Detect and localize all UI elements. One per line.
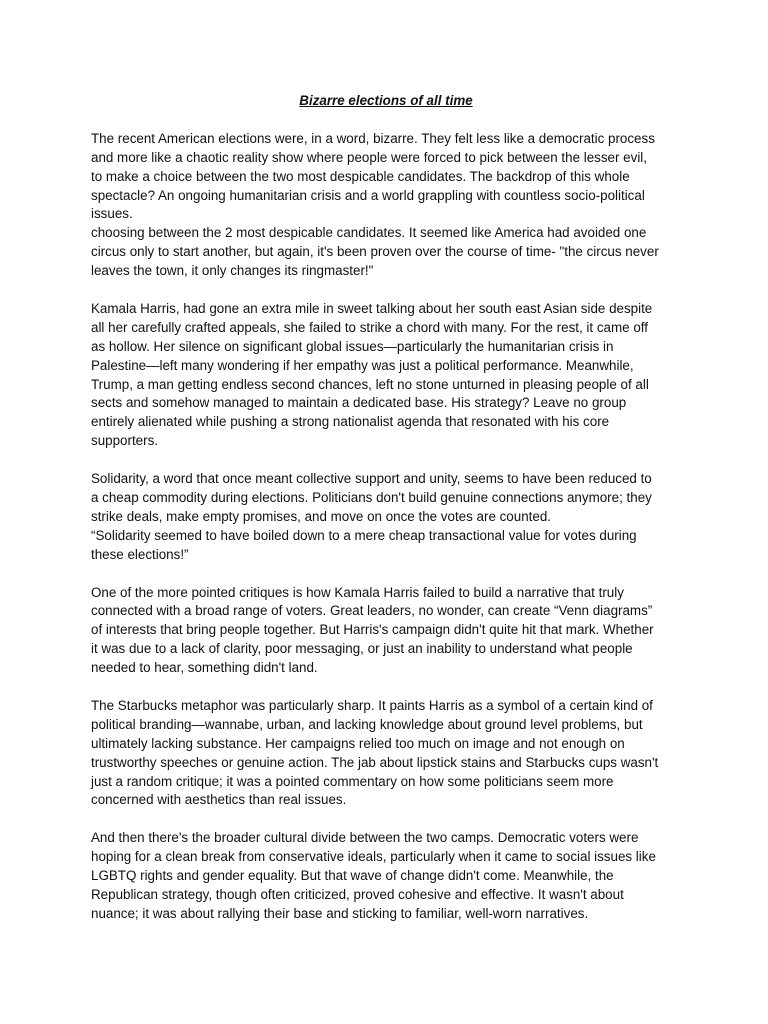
paragraph-line: “Solidarity seemed to have boiled down to a mere cheap transactional value for votes during [91, 527, 637, 543]
paragraph [91, 130, 681, 281]
paragraph-line: LGBTQ rights and gender equality. But that wave of change didn't come. Meanwhile, the [91, 868, 614, 884]
paragraph-line: choosing between the 2 most despicable candidates. It seemed like America had avoided one [91, 225, 647, 241]
paragraph [91, 697, 681, 810]
paragraph-line: supporters. [91, 433, 158, 449]
paragraph-line: of interests that bring people together. But Harris's campaign didn't quite hit that mark. Whether [91, 622, 654, 638]
paragraph-line: it was due to a lack of clarity, poor messaging, or just an inability to understand what people [91, 641, 633, 657]
paragraph [91, 829, 681, 924]
document-body [91, 92, 681, 943]
paragraph-line: issues. [91, 206, 133, 222]
paragraph-line: Kamala Harris, had gone an extra mile in sweet talking about her south east Asian side despite [91, 300, 653, 316]
paragraph [91, 470, 681, 565]
paragraph [91, 584, 681, 679]
paragraph-list [91, 130, 681, 924]
paragraph-line: And then there's the broader cultural divide between the two camps. Democratic voters were [91, 830, 639, 846]
paragraph-line: entirely alienated while pushing a strong nationalist agenda that resonated with his core [91, 414, 610, 430]
paragraph-line: sects and somehow managed to maintain a dedicated base. His strategy? Leave no group [91, 395, 627, 411]
paragraph-line: needed to hear, something didn't land. [91, 660, 318, 676]
paragraph-line: circus only to start another, but again, it's been proven over the course of time- "the circus never [91, 244, 659, 260]
paragraph-line: Solidarity, a word that once meant collective support and unity, seems to have been reduced to [91, 471, 652, 487]
paragraph-line: just a random critique; it was a pointed commentary on how some politicians seem more [91, 773, 614, 789]
paragraph-line: connected with a broad range of voters. Great leaders, no wonder, can create “Venn diagrams” [91, 603, 653, 619]
paragraph [91, 300, 681, 451]
paragraph-line: Palestine—left many wondering if her empathy was just a political performance. Meanwhile, [91, 357, 634, 373]
paragraph-line: trustworthy speeches or genuine action. The jab about lipstick stains and Starbucks cups wasn't [91, 754, 659, 770]
paragraph-line: to make a choice between the two most despicable candidates. The backdrop of this whole [91, 168, 630, 184]
paragraph-line: a cheap commodity during elections. Politicians don't build genuine connections anymore; they [91, 489, 652, 505]
paragraph-line: these elections!” [91, 546, 189, 562]
paragraph-line: nuance; it was about rallying their base and sticking to familiar, well-worn narratives. [91, 905, 589, 921]
paragraph-line: all her carefully crafted appeals, she failed to strike a chord with many. For the rest, it came off [91, 319, 648, 335]
document-title: Bizarre elections of all time [299, 93, 473, 108]
paragraph-line: concerned with aesthetics than real issues. [91, 792, 347, 808]
paragraph-line: The recent American elections were, in a word, bizarre. They felt less like a democratic process [91, 130, 655, 146]
paragraph-line: political branding—wannabe, urban, and lacking knowledge about ground level problems, but [91, 716, 643, 732]
paragraph-line: One of the more pointed critiques is how Kamala Harris failed to build a narrative that truly [91, 584, 624, 600]
paragraph-line: and more like a chaotic reality show where people were forced to pick between the lesser evil, [91, 149, 647, 165]
paragraph-line: The Starbucks metaphor was particularly sharp. It paints Harris as a symbol of a certain kind of [91, 697, 653, 713]
paragraph-line: as hollow. Her silence on significant global issues—particularly the humanitarian crisis in [91, 338, 614, 354]
paragraph-line: Republican strategy, though often criticized, proved cohesive and effective. It wasn't about [91, 886, 624, 902]
paragraph-line: leaves the town, it only changes its ringmaster!" [91, 263, 374, 279]
paragraph-line: spectacle? An ongoing humanitarian crisis and a world grappling with countless socio-political [91, 187, 645, 203]
paragraph-line: hoping for a clean break from conservative ideals, particularly when it came to social issues like [91, 849, 656, 865]
paragraph-line: ultimately lacking substance. Her campaigns relied too much on image and not enough on [91, 735, 625, 751]
paragraph-line: strike deals, make empty promises, and move on once the votes are counted. [91, 508, 551, 524]
paragraph-line: Trump, a man getting endless second chances, left no stone unturned in pleasing people of all [91, 376, 649, 392]
